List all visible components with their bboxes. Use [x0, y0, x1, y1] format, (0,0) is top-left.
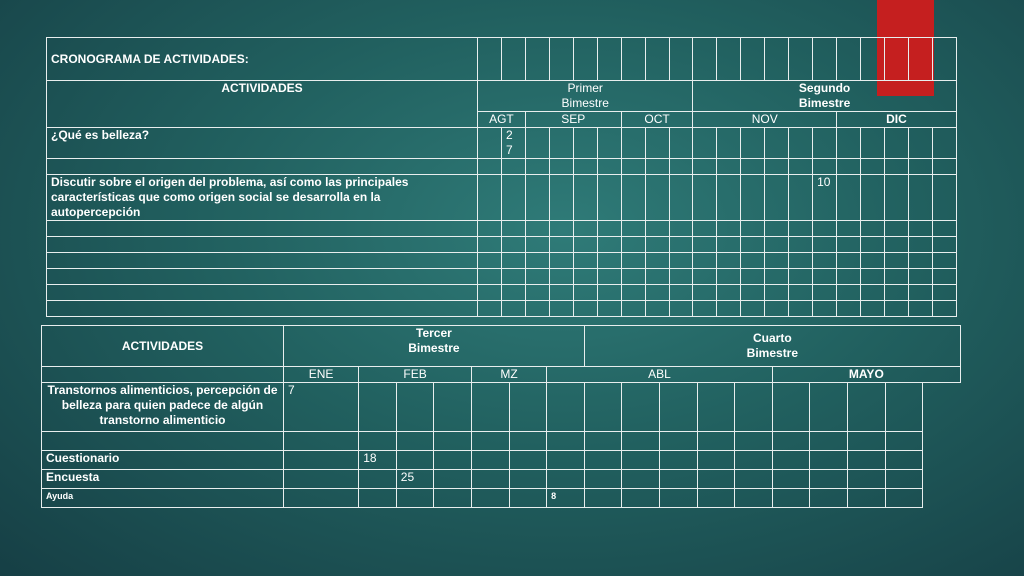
month-header: MZ [471, 367, 546, 383]
month-header: SEP [525, 112, 621, 128]
month-header: MAYO [772, 367, 960, 383]
table-row [42, 383, 961, 432]
table-row [42, 470, 961, 489]
activity-label: Discutir sobre el origen del problema, así como las principales características que como origen social se desarrolla en la autopercepción [47, 175, 478, 221]
schedule-table-1 [46, 37, 957, 317]
cell-value: 7 [284, 383, 359, 432]
table-row [42, 432, 961, 451]
schedule-table-2 [41, 325, 961, 508]
table-row [42, 326, 961, 367]
month-header: FEB [359, 367, 472, 383]
activity-label: Ayuda [42, 489, 284, 508]
table-row [47, 253, 957, 269]
cell-value: 18 [359, 451, 397, 470]
month-header: ABL [547, 367, 773, 383]
cell-value: 2 7 [501, 128, 525, 159]
table-row [47, 81, 957, 112]
cell-value: 10 [813, 175, 837, 221]
schedule-title: CRONOGRAMA DE ACTIVIDADES: [47, 38, 478, 81]
month-header: DIC [837, 112, 957, 128]
table-row [47, 237, 957, 253]
cell-value: 8 [547, 489, 585, 508]
activities-header: ACTIVIDADES [42, 326, 284, 367]
bimestre-2-header: Segundo Bimestre [693, 81, 956, 112]
bimestre-3-header: Tercer Bimestre [284, 326, 585, 367]
table-row [47, 221, 957, 237]
activity-label: ¿Qué es belleza? [47, 128, 478, 159]
activity-label: Cuestionario [42, 451, 284, 470]
table-row [47, 285, 957, 301]
table-row [42, 367, 961, 383]
activities-header: ACTIVIDADES [47, 81, 478, 128]
cell-value: 25 [396, 470, 434, 489]
activity-label: Encuesta [42, 470, 284, 489]
table-row [47, 269, 957, 285]
table-row [42, 451, 961, 470]
table-row [47, 38, 957, 81]
table-row [47, 301, 957, 317]
activity-label: Transtornos alimenticios, percepción de belleza para quien padece de algún transtorno alimenticio [42, 383, 284, 432]
table-row [47, 128, 957, 159]
table-row [47, 175, 957, 221]
table-row [42, 489, 961, 508]
bimestre-1-header: Primer Bimestre [478, 81, 693, 112]
month-header: AGT [478, 112, 526, 128]
table-row [47, 159, 957, 175]
month-header: NOV [693, 112, 837, 128]
month-header: OCT [621, 112, 693, 128]
month-header: ENE [284, 367, 359, 383]
bimestre-4-header: Cuarto Bimestre [584, 326, 960, 367]
